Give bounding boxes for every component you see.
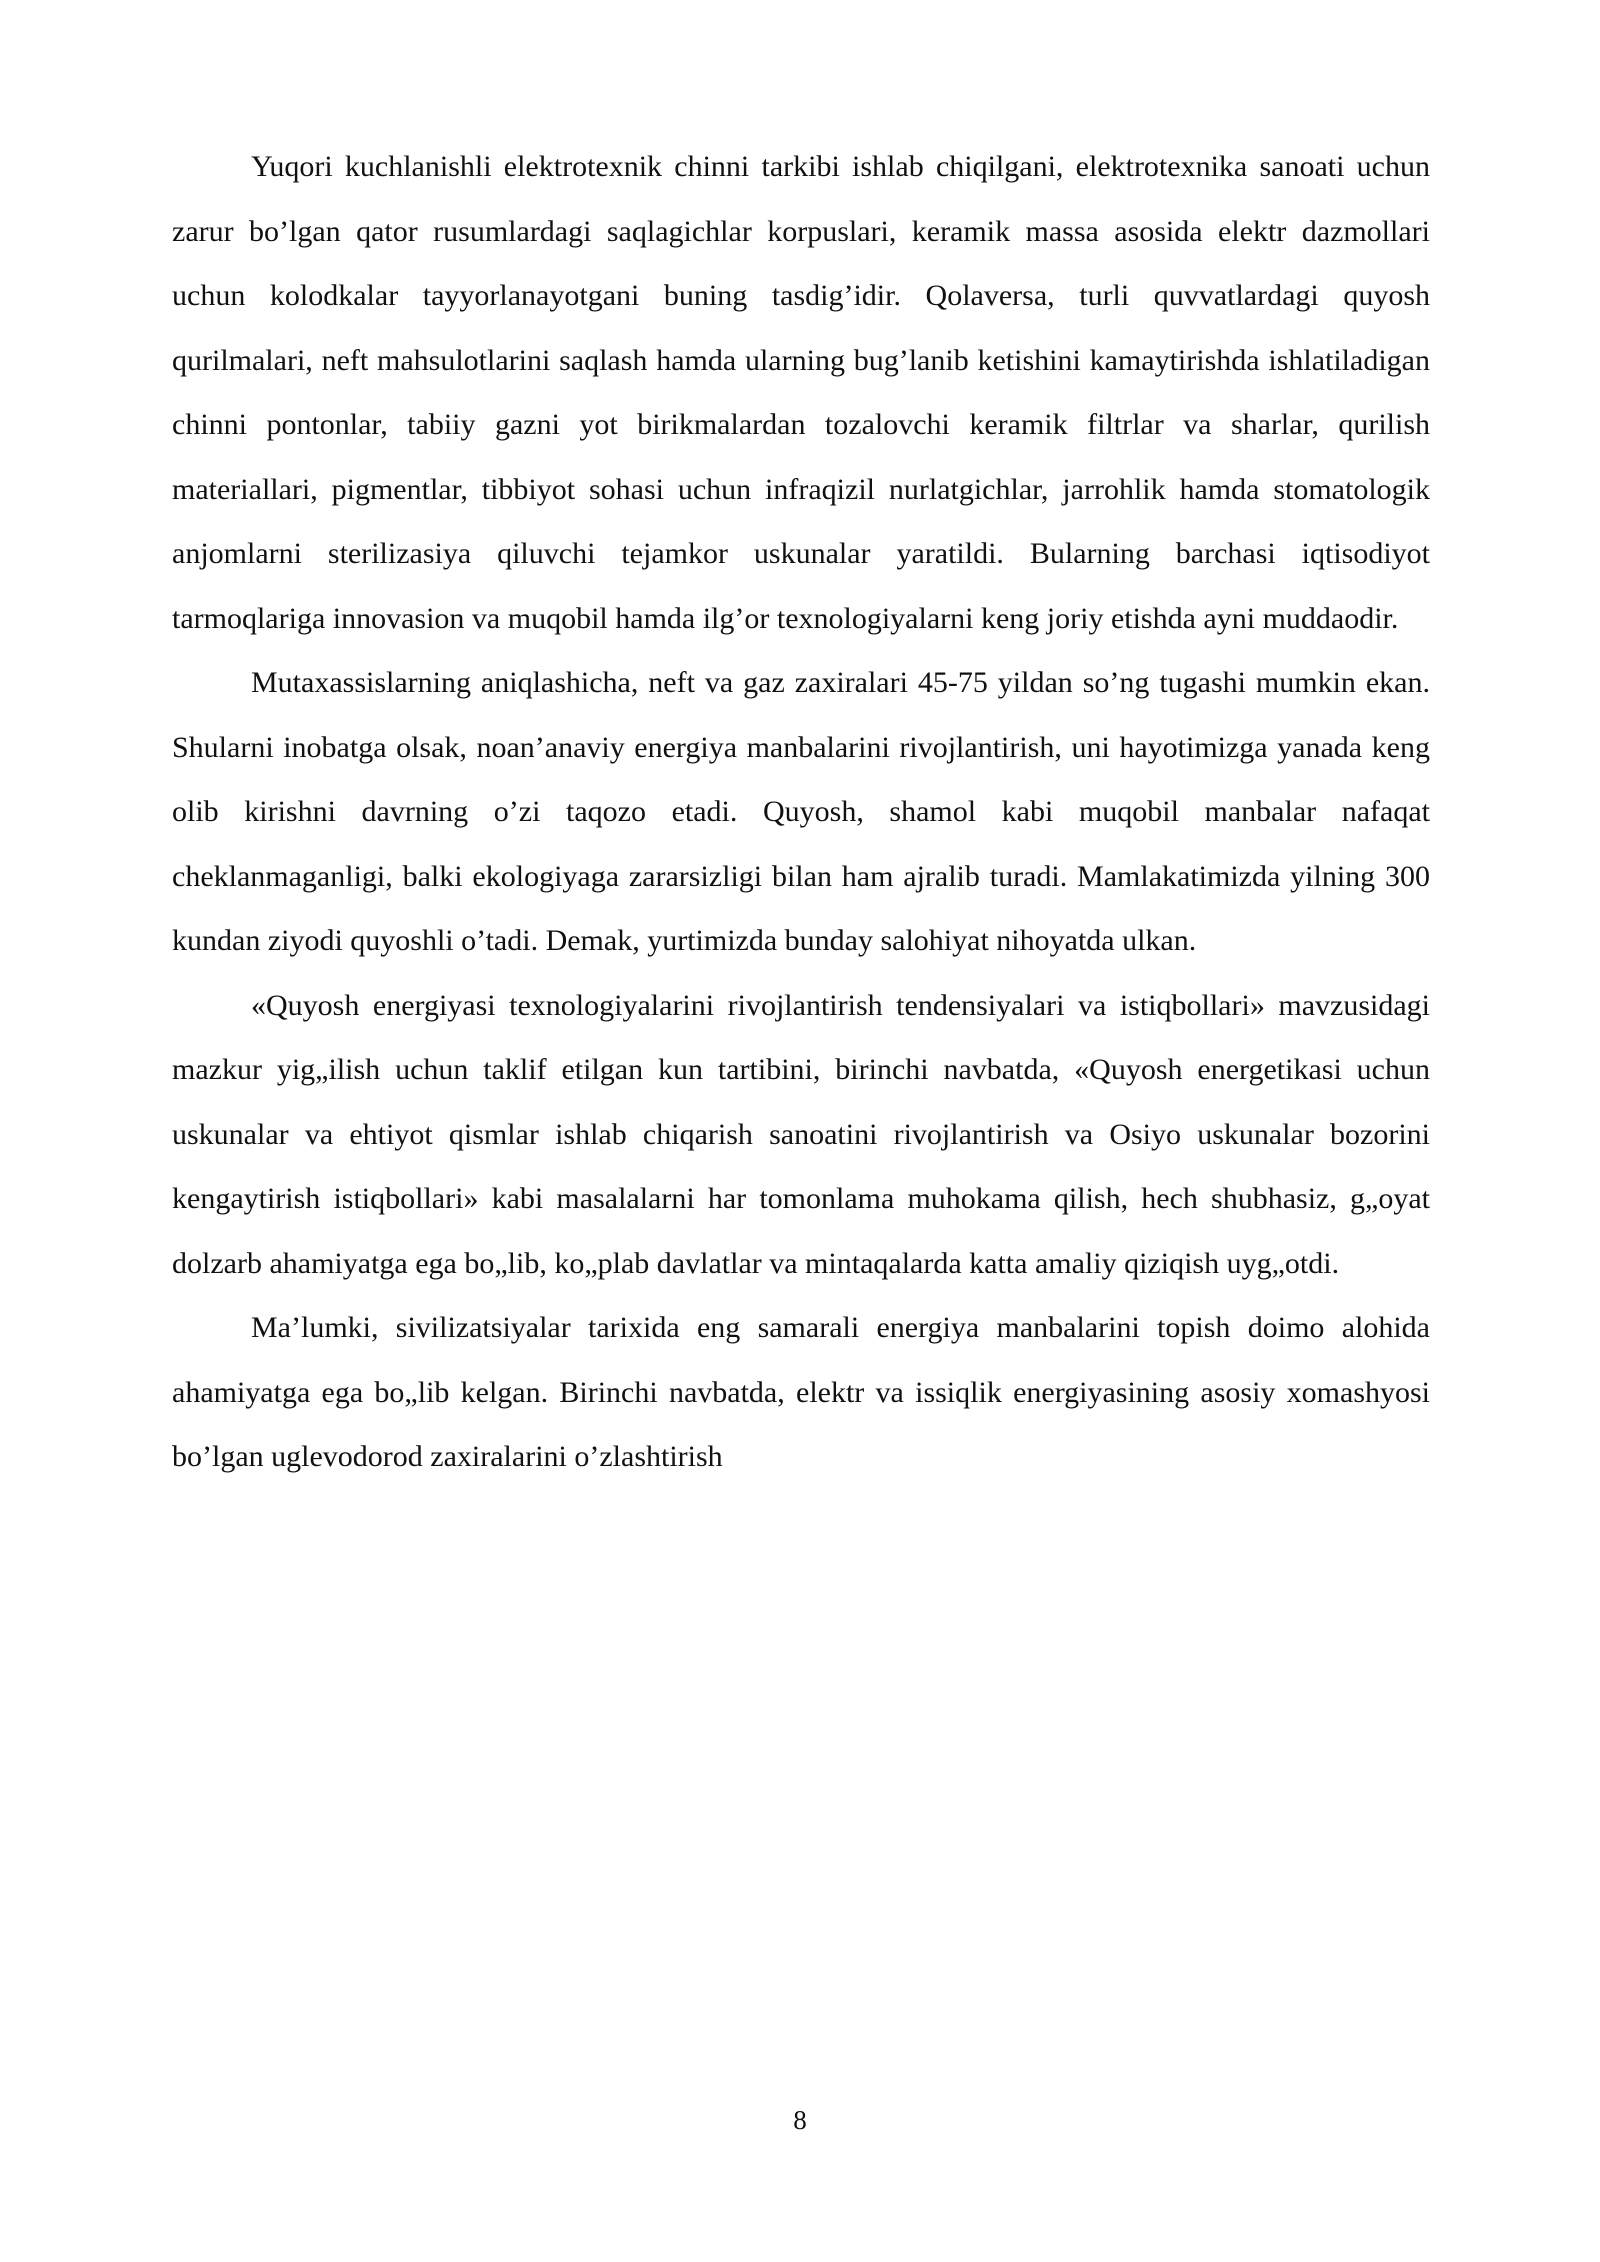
paragraph-4: Ma’lumki, sivilizatsiyalar tarixida eng samarali energiya manbalarini topish doimo alohida ahamiyatga ega bo„lib kelgan. Birinchi navbatda, elektr va issiqlik energiyasining asosiy xomashyosi bo’lgan uglevodorod zaxiralarini o’zlashtirish <box>172 1311 1430 1473</box>
page-number: 8 <box>793 2105 807 2135</box>
document-body <box>172 135 1430 1490</box>
paragraph-1: Yuqori kuchlanishli elektrotexnik chinni tarkibi ishlab chiqilgani, elektrotexnika sanoati uchun zarur bo’lgan qator rusumlardagi saqlagichlar korpuslari, keramik massa asosida elektr dazmollari uchun kolodkalar tayyorlanayotgani buning tasdig’idir. Qolaversa, turli quvvatlardagi quyosh qurilmalari, neft mahsulotlarini saqlash hamda ularning bug’lanib ketishini kamaytirishda ishlatiladigan chinni pontonlar, tabiiy gazni yot birikmalardan tozalovchi keramik filtrlar va sharlar, qurilish materiallari, pigmentlar, tibbiyot sohasi uchun infraqizil nurlatgichlar, jarrohlik hamda stomatologik anjomlarni sterilizasiya qiluvchi tejamkor uskunalar yaratildi. Bularning barchasi iqtisodiyot tarmoqlariga innovasion va muqobil hamda ilg’or texnologiyalarni keng joriy etishda ayni muddaodir. <box>172 150 1430 635</box>
paragraph-3: «Quyosh energiyasi texnologiyalarini rivojlantirish tendensiyalari va istiqbollari» mavzusidagi mazkur yig„ilish uchun taklif etilgan kun tartibini, birinchi navbatda, «Quyosh energetikasi uchun uskunalar va ehtiyot qismlar ishlab chiqarish sanoatini rivojlantirish va Osiyo uskunalar bozorini kengaytirish istiqbollari» kabi masalalarni har tomonlama muhokama qilish, hech shubhasiz, g„oyat dolzarb ahamiyatga ega bo„lib, ko„plab davlatlar va mintaqalarda katta amaliy qiziqish uyg„otdi. <box>172 988 1430 1280</box>
paragraph-2: Mutaxassislarning aniqlashicha, neft va gaz zaxiralari 45-75 yildan so’ng tugashi mumkin ekan. Shularni inobatga olsak, noan’anaviy energiya manbalarini rivojlantirish, uni hayotimizga yanada keng olib kirishni davrning o’zi taqozo etadi. Quyosh, shamol kabi muqobil manbalar nafaqat cheklanmaganligi, balki ekologiyaga zararsizligi bilan ham ajralib turadi. Mamlakatimizda yilning 300 kundan ziyodi quyoshli o’tadi. Demak, yurtimizda bunday salohiyat nihoyatda ulkan. <box>172 666 1430 957</box>
